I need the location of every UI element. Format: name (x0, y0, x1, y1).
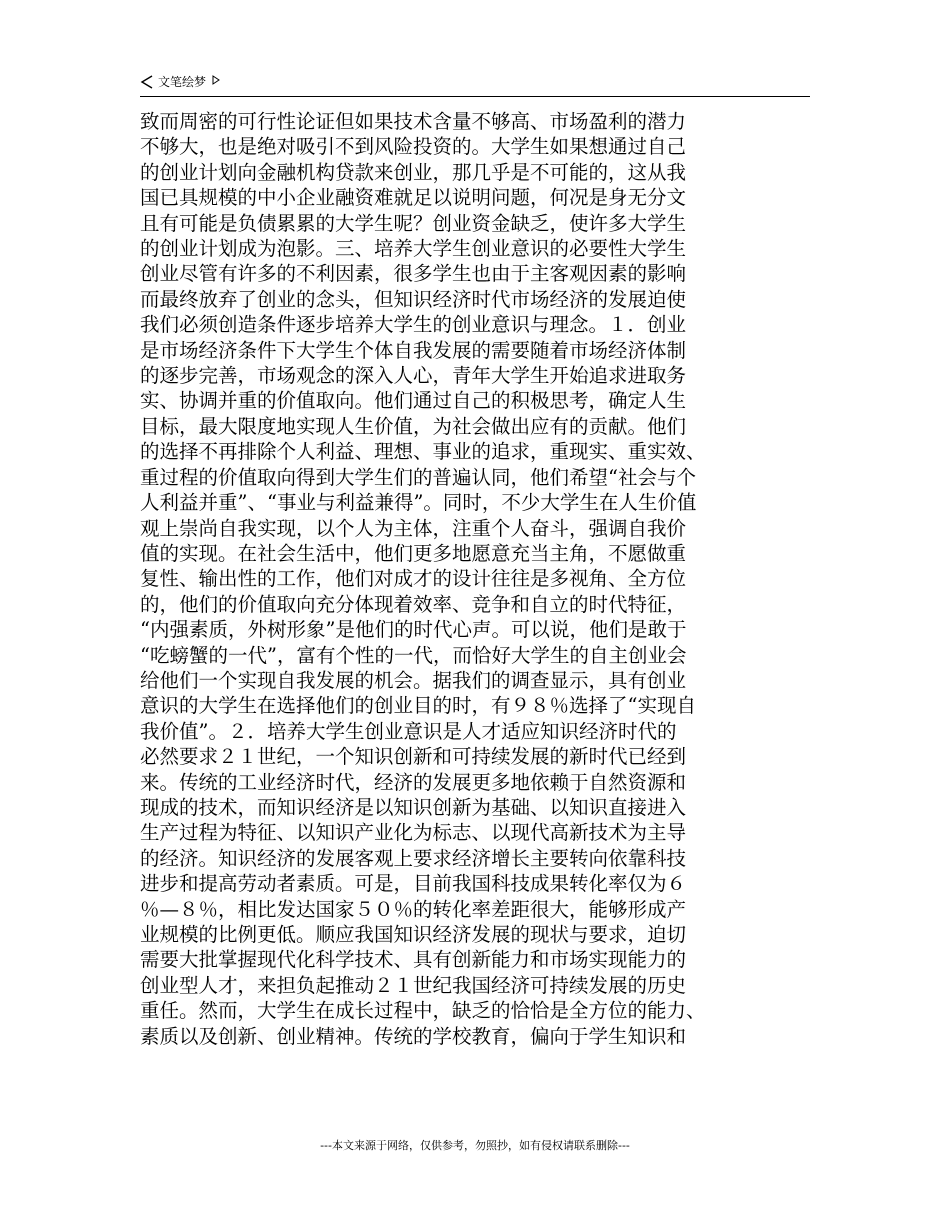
text-line: 重任。然而，大学生在成长过程中，缺乏的恰恰是全方位的能力、 (140, 999, 706, 1023)
text-line: 我们必须创造条件逐步培养大学生的创业意识与理念。１．创业 (140, 313, 687, 337)
text-line: 且有可能是负债累累的大学生呢？创业资金缺乏，使许多大学生 (140, 211, 687, 235)
text-line: 的选择不再排除个人利益、理想、事业的追求，重现实、重实效、 (140, 440, 706, 464)
text-line: 生产过程为特征、以知识产业化为标志、以现代高新技术为主导 (140, 821, 687, 845)
text-line: 需要大批掌握现代化科学技术、具有创新能力和市场实现能力的 (140, 948, 687, 972)
text-line: 来。传统的工业经济时代，经济的发展更多地依赖于自然资源和 (140, 770, 687, 794)
text-line: 的逐步完善，市场观念的深入人心，青年大学生开始追求进取务 (140, 364, 687, 388)
text-line: 不够大，也是绝对吸引不到风险投资的。大学生如果想通过自己 (140, 135, 687, 159)
text-line: 值的实现。在社会生活中，他们更多地愿意充当主角，不愿做重 (140, 541, 687, 565)
text-line: 的经济。知识经济的发展客观上要求经济增长主要转向依靠科技 (140, 846, 687, 870)
text-line: 国已具规模的中小企业融资难就足以说明问题，何况是身无分文 (140, 186, 687, 210)
text-line: 而最终放弃了创业的念头，但知识经济时代市场经济的发展迫使 (140, 287, 687, 311)
text-line: ％—８％，相比发达国家５０％的转化率差距很大，能够形成产 (140, 897, 687, 921)
triangle-left-icon (140, 74, 154, 90)
text-line: 的创业计划向金融机构贷款来创业，那几乎是不可能的，这从我 (140, 160, 687, 184)
text-line: 观上崇尚自我实现，以个人为主体，注重个人奋斗，强调自我价 (140, 516, 687, 540)
text-line: 目标，最大限度地实现人生价值，为社会做出应有的贡献。他们 (140, 414, 687, 438)
text-line: 业规模的比例更低。顺应我国知识经济发展的现状与要求，迫切 (140, 923, 687, 946)
text-line: 给他们一个实现自我发展的机会。据我们的调查显示，具有创业 (140, 668, 687, 692)
page-header (140, 72, 810, 97)
footer-notice: ---本文来源于网络，仅供参考，勿照抄，如有侵权请联系删除--- (320, 1139, 630, 1152)
text-line: 我价值”。２．培养大学生创业意识是人才适应知识经济时代的 (140, 719, 677, 743)
text-line: 必然要求２１世纪，一个知识创新和可持续发展的新时代已经到 (140, 745, 687, 769)
text-line: 人利益并重”、“事业与利益兼得”。同时，不少大学生在人生价值 (140, 491, 697, 515)
body-paragraph (140, 109, 808, 1049)
triangle-right-icon (212, 75, 220, 85)
text-line: 创业型人才，来担负起推动２１世纪我国经济可持续发展的历史 (140, 973, 687, 997)
text-line: 的创业计划成为泡影。三、培养大学生创业意识的必要性大学生 (140, 237, 687, 261)
text-line: 致而周密的可行性论证但如果技术含量不够高、市场盈利的潜力 (140, 110, 687, 133)
text-line: 创业尽管有许多的不利因素，很多学生也由于主客观因素的影响 (140, 262, 687, 286)
text-line: 是市场经济条件下大学生个体自我发展的需要随着市场经济体制 (140, 338, 687, 362)
text-line: “吃螃蟹的一代”，富有个性的一代，而恰好大学生的自主创业会 (140, 643, 687, 667)
text-line: 重过程的价值取向得到大学生们的普遍认同，他们希望“社会与个 (140, 465, 696, 489)
text-line: 实、协调并重的价值取向。他们通过自己的积极思考，确定人生 (140, 389, 687, 413)
text-line: “内强素质，外树形象”是他们的时代心声。可以说，他们是敢于 (140, 618, 687, 642)
text-line: 意识的大学生在选择他们的创业目的时，有９８％选择了“实现自 (140, 694, 696, 718)
text-line: 进步和提高劳动者素质。可是，目前我国科技成果转化率仅为６ (140, 872, 687, 896)
brand-name: 文笔绘梦 (158, 75, 207, 89)
text-line: 现成的技术，而知识经济是以知识创新为基础、以知识直接进入 (140, 795, 687, 819)
text-line: 的，他们的价值取向充分体现着效率、竞争和自立的时代特征， (140, 592, 687, 616)
text-line: 素质以及创新、创业精神。传统的学校教育，偏向于学生知识和 (140, 1024, 687, 1048)
header-brand (140, 74, 220, 90)
text-line: 复性、输出性的工作，他们对成才的设计往往是多视角、全方位 (140, 567, 687, 591)
